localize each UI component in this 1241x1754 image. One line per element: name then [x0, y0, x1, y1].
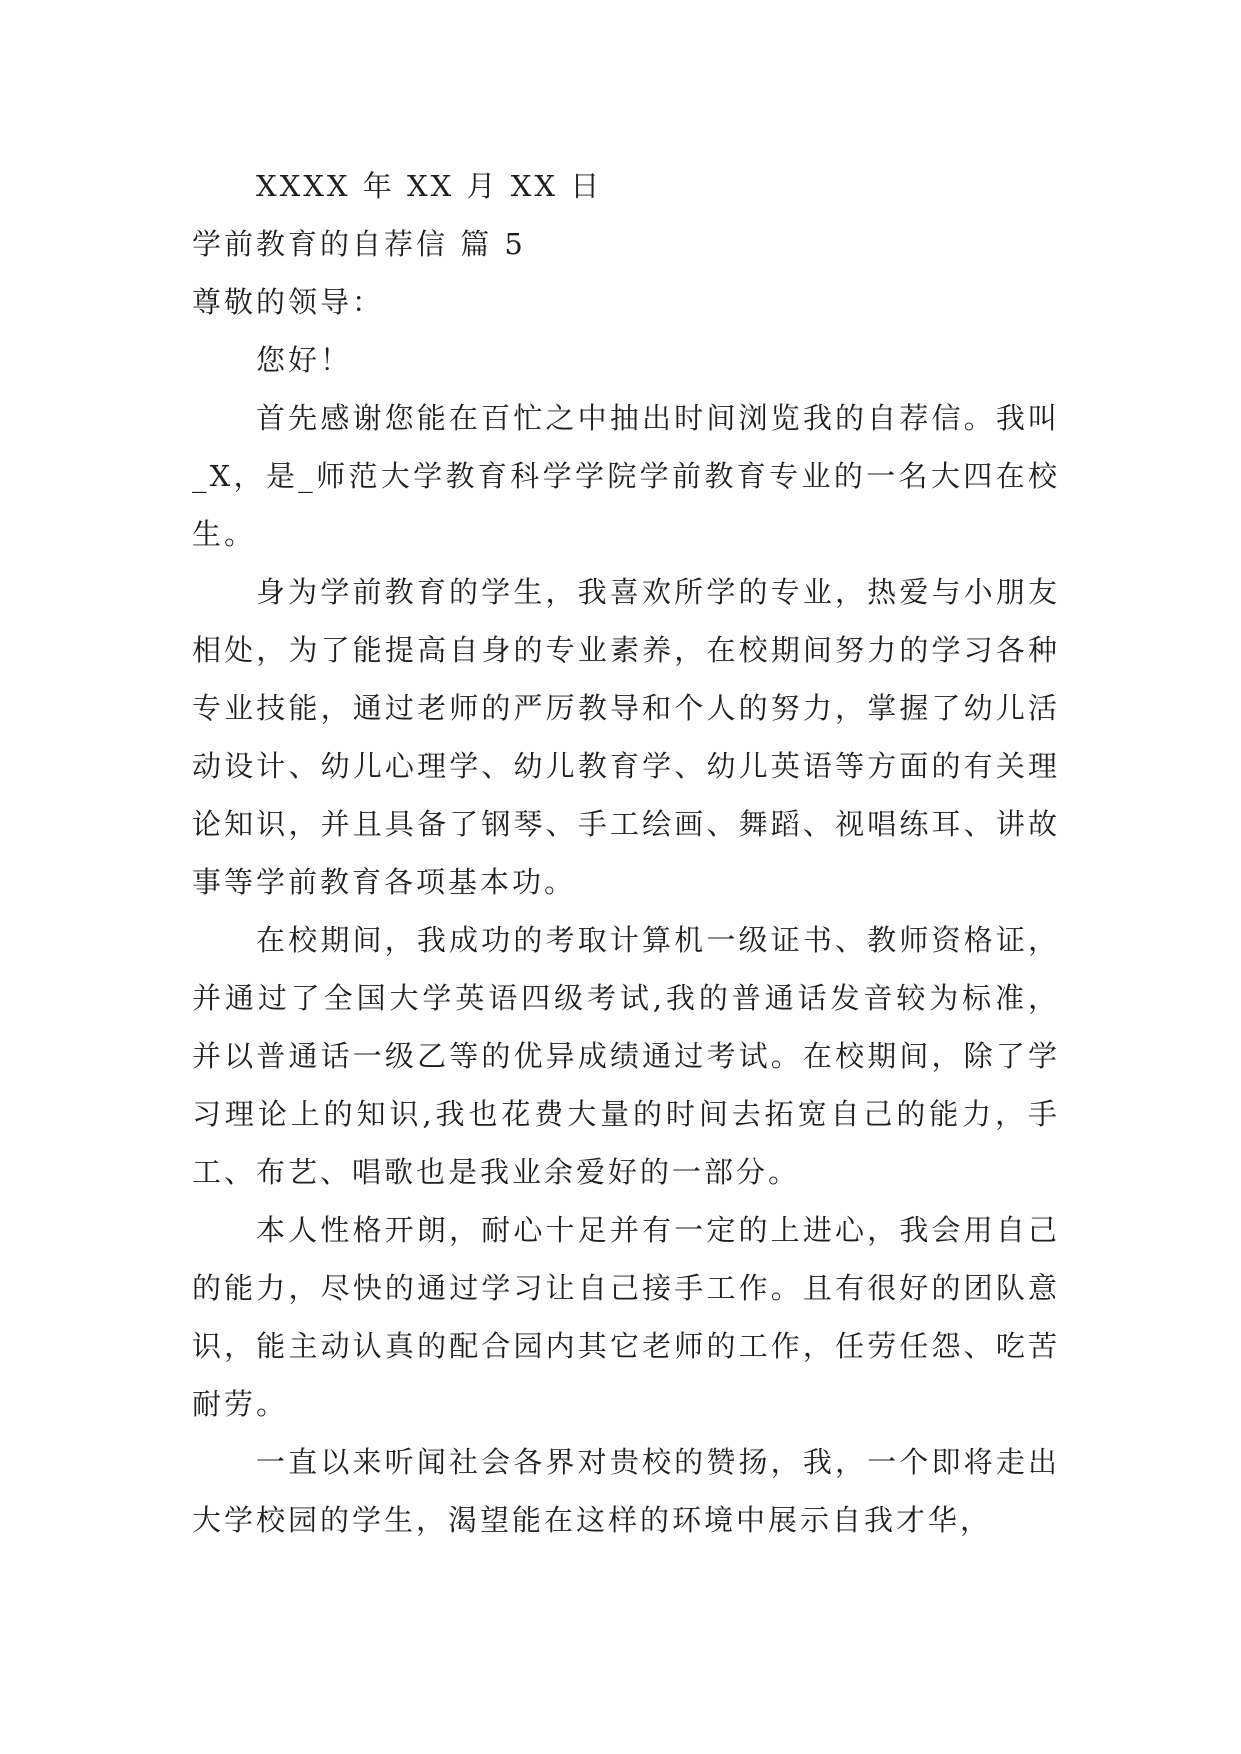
paragraph-skills: 身为学前教育的学生，我喜欢所学的专业，热爱与小朋友相处，为了能提高自身的专业素养，在校期间努力的学习各种专业技能，通过老师的严厉教导和个人的努力，掌握了幼儿活动设计、幼儿心理学、幼儿教育学、幼儿英语等方面的有关理论知识，并且具备了钢琴、手工绘画、舞蹈、视唱练耳、讲故事等学前教育各项基本功。 — [192, 575, 1060, 899]
paragraph-aspiration: 一直以来听闻社会各界对贵校的赞扬，我，一个即将走出大学校园的学生，渴望能在这样的环境中展示自我才华， — [192, 1445, 1060, 1537]
paragraph-certificates: 在校期间，我成功的考取计算机一级证书、教师资格证，并通过了全国大学英语四级考试,我的普通话发音较为标准，并以普通话一级乙等的优异成绩通过考试。在校期间，除了学习理论上的知识,我也花费大量的时间去拓宽自己的能力，手工、布艺、唱歌也是我业余爱好的一部分。 — [192, 923, 1060, 1189]
paragraph-introduction: 首先感谢您能在百忙之中抽出时间浏览我的自荐信。我叫_X，是_师范大学教育科学学院学前教育专业的一名大四在校生。 — [192, 401, 1060, 551]
date-line: XXXX 年 XX 月 XX 日 — [256, 169, 603, 203]
greeting: 您好！ — [256, 343, 353, 377]
document-body — [192, 157, 1060, 1549]
salutation: 尊敬的领导： — [192, 285, 385, 319]
document-title: 学前教育的自荐信 篇 5 — [192, 227, 526, 261]
paragraph-personality: 本人性格开朗，耐心十足并有一定的上进心，我会用自己的能力，尽快的通过学习让自己接手工作。且有很好的团队意识，能主动认真的配合园内其它老师的工作，任劳任怨、吃苦耐劳。 — [192, 1213, 1060, 1421]
